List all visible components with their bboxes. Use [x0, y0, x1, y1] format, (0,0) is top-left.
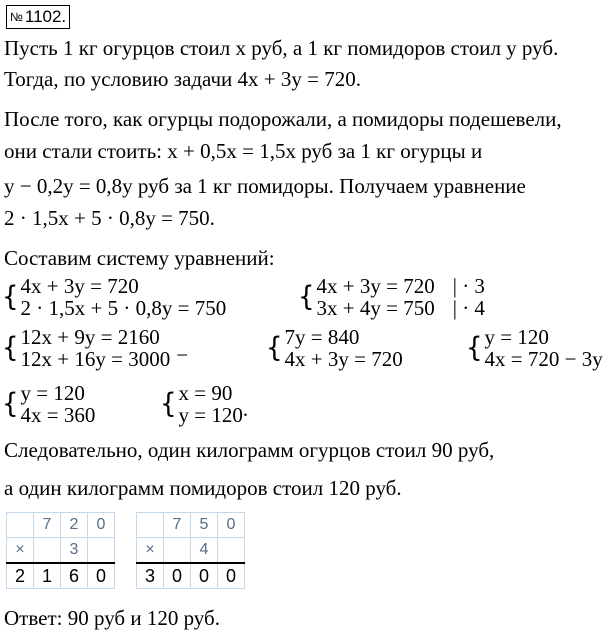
brace-icon: { [466, 332, 483, 364]
column-multiplication [6, 512, 115, 589]
equation-system [2, 326, 188, 370]
equation-system [2, 275, 226, 319]
text-line: 2 · 1,5x + 5 · 0,8y = 750. [4, 206, 215, 230]
answer-line: Ответ: 90 руб и 120 руб. [4, 606, 220, 630]
conclusion-line: Следовательно, один килограмм огурцов стоил 90 руб, [4, 438, 495, 462]
brace-icon: { [298, 281, 315, 313]
text-line: Тогда, по условию задачи 4x + 3y = 720. [4, 67, 361, 91]
multiplier: | · 4 [452, 296, 485, 320]
equation: y = 120 [20, 381, 85, 405]
mult-digit: 2 [61, 513, 88, 538]
mult-cell [137, 513, 164, 538]
multiplier: | · 3 [452, 274, 485, 298]
number-value: 1102. [24, 7, 67, 26]
times-sign: × [7, 538, 34, 564]
equation: 7y = 840 [284, 325, 360, 349]
equation: y = 120 [178, 403, 243, 427]
equation: 4x + 3y = 720 [20, 274, 139, 298]
brace-icon: { [2, 388, 19, 420]
result-digit: 0 [164, 563, 191, 589]
equation: 12x + 16y = 3000 [20, 347, 171, 371]
equation: 2 · 1,5x + 5 · 0,8y = 750 [20, 296, 227, 320]
mult-digit: 0 [88, 513, 115, 538]
equation: 4x = 720 − 3y [484, 347, 603, 371]
equation: y = 120 [484, 325, 549, 349]
equation-system [466, 326, 603, 370]
text-line: они стали стоить: x + 0,5x = 1,5x руб за 1 кг огурцы и [4, 139, 483, 163]
mult-digit: 7 [34, 513, 61, 538]
result-digit: 0 [88, 563, 115, 589]
equation: 4x + 3y = 720 [316, 274, 435, 298]
mult-digit: 7 [164, 513, 191, 538]
equation-system [298, 275, 485, 319]
brace-icon: { [2, 281, 19, 313]
mult-digit: 0 [218, 513, 245, 538]
mult-cell [218, 538, 245, 564]
result-digit: 2 [7, 563, 34, 589]
period: . [242, 397, 249, 421]
column-multiplication [136, 512, 245, 589]
mult-digit: 4 [191, 538, 218, 564]
equation-system [2, 382, 95, 426]
brace-icon: { [160, 388, 177, 420]
equation-system [266, 326, 403, 370]
equation: x = 90 [178, 381, 233, 405]
result-digit: 3 [137, 563, 164, 589]
mult-cell [7, 513, 34, 538]
result-digit: 6 [61, 563, 88, 589]
result-digit: 0 [218, 563, 245, 589]
mult-cell [164, 538, 191, 564]
brace-icon: { [266, 332, 283, 364]
problem-number [6, 5, 70, 29]
equation: 4x = 360 [20, 403, 96, 427]
times-sign: × [137, 538, 164, 564]
equation: 4x + 3y = 720 [284, 347, 403, 371]
text-line: После того, как огурцы подорожали, а помидоры подешевели, [4, 107, 562, 131]
text-line: Пусть 1 кг огурцов стоил x руб, а 1 кг помидоров стоил y руб. [4, 36, 559, 60]
mult-digit: 3 [61, 538, 88, 564]
equation-system [160, 382, 248, 426]
result-digit: 1 [34, 563, 61, 589]
minus-operator: − [176, 343, 189, 367]
system-intro: Составим систему уравнений: [4, 246, 275, 270]
result-digit: 0 [191, 563, 218, 589]
brace-icon: { [2, 332, 19, 364]
text-line: y − 0,2y = 0,8y руб за 1 кг помидоры. Получаем уравнение [4, 174, 526, 198]
number-sign: № [10, 10, 23, 24]
mult-cell [34, 538, 61, 564]
equation: 12x + 9y = 2160 [20, 325, 160, 349]
conclusion-line: а один килограмм помидоров стоил 120 руб. [4, 476, 402, 500]
equation: 3x + 4y = 750 [316, 296, 435, 320]
mult-digit: 5 [191, 513, 218, 538]
mult-cell [88, 538, 115, 564]
